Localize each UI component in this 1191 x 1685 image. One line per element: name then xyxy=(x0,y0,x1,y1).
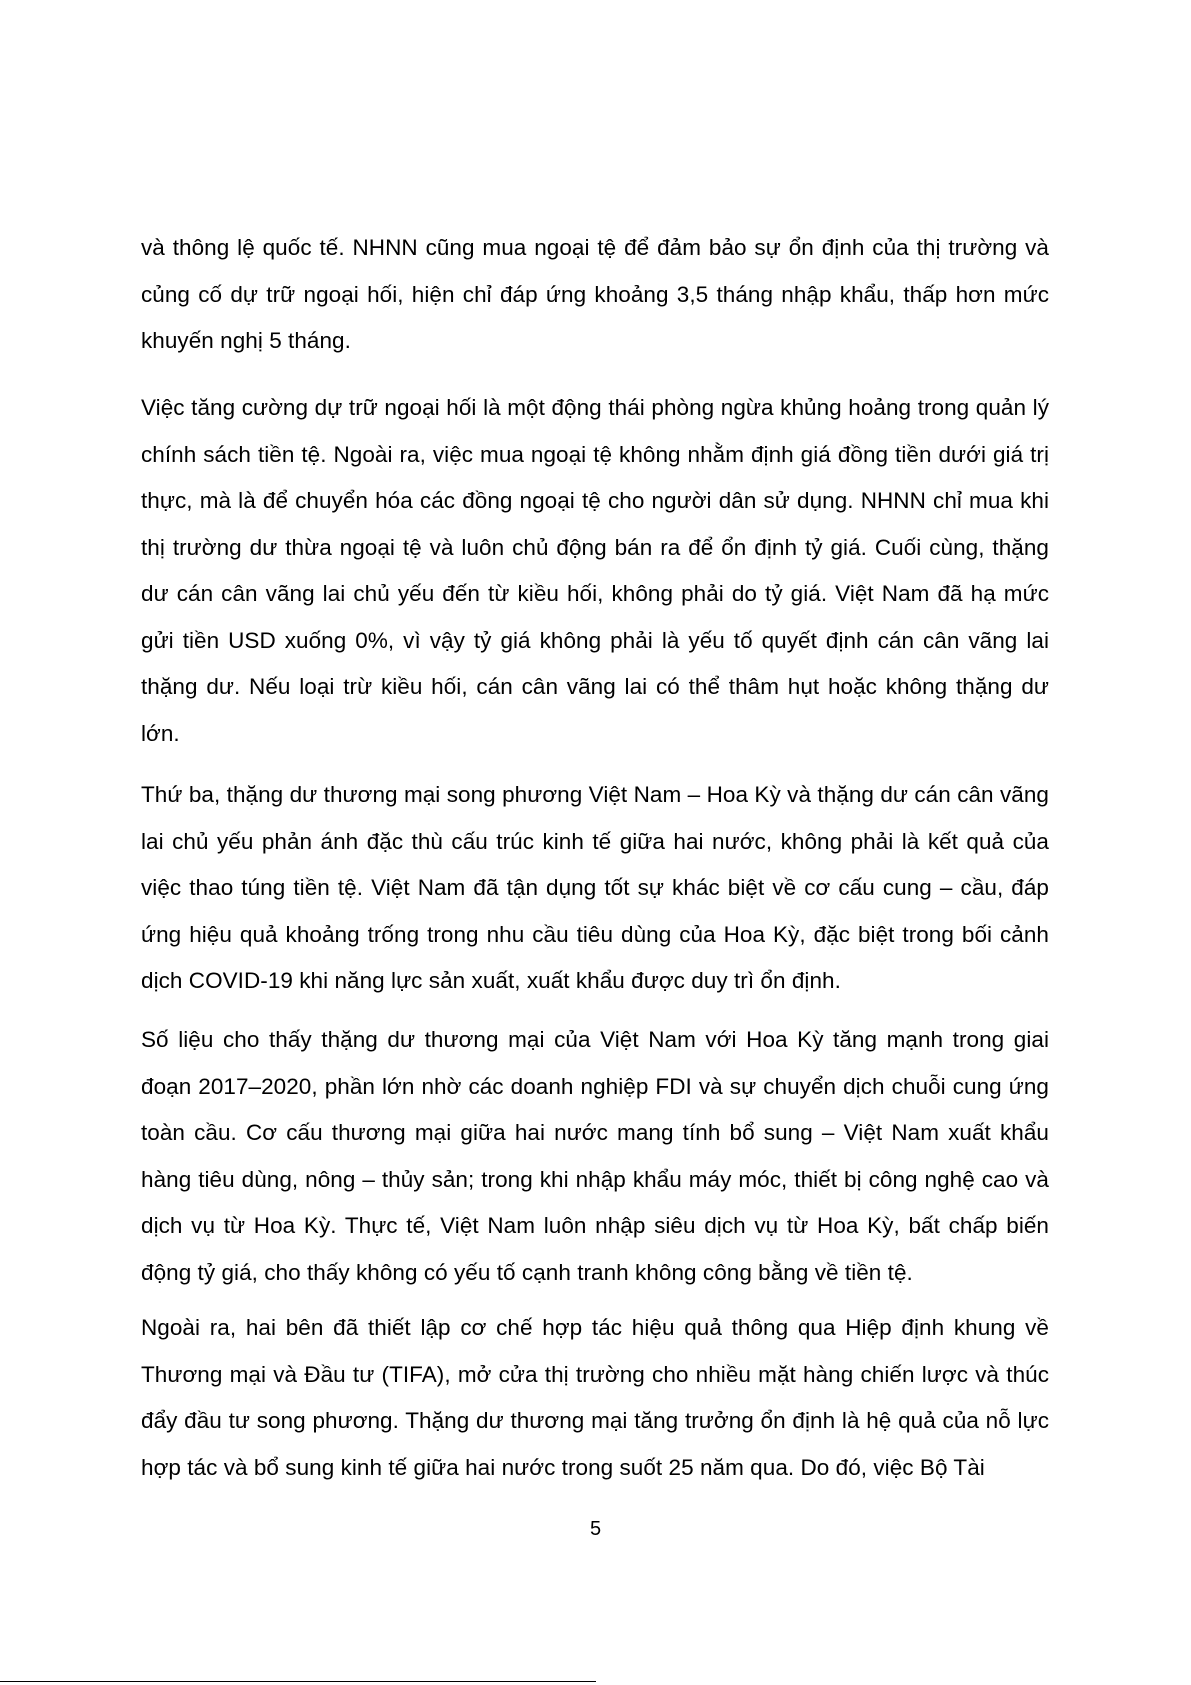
paragraph-trade-surplus-structure: Thứ ba, thặng dư thương mại song phương Việt Nam – Hoa Kỳ và thặng dư cán cân vãng lai chủ yếu phản ánh đặc thù cấu trúc kinh tế giữa hai nước, không phải là kết quả của việc thao túng tiền tệ. Việt Nam đã tận dụng tốt sự khác biệt về cơ cấu cung – cầu, đáp ứng hiệu quả khoảng trống trong nhu cầu tiêu dùng của Hoa Kỳ, đặc biệt trong bối cảnh dịch COVID-19 khi năng lực sản xuất, xuất khẩu được duy trì ổn định. xyxy=(141,782,1049,993)
paragraph-reserves: và thông lệ quốc tế. NHNN cũng mua ngoại tệ để đảm bảo sự ổn định của thị trường và củng cố dự trữ ngoại hối, hiện chỉ đáp ứng khoảng 3,5 tháng nhập khẩu, thấp hơn mức khuyến nghị 5 tháng. xyxy=(141,235,1049,353)
paragraph-tifa-cooperation: Ngoài ra, hai bên đã thiết lập cơ chế hợp tác hiệu quả thông qua Hiệp định khung về Thương mại và Đầu tư (TIFA), mở cửa thị trường cho nhiều mặt hàng chiến lược và thúc đẩy đầu tư song phương. Thặng dư thương mại tăng trưởng ổn định là hệ quả của nỗ lực hợp tác và bổ sung kinh tế giữa hai nước trong suốt 25 năm qua. Do đó, việc Bộ Tài xyxy=(141,1315,1049,1480)
footnote-separator xyxy=(0,1681,596,1682)
page-number: 5 xyxy=(589,1518,602,1540)
paragraph-reserve-policy: Việc tăng cường dự trữ ngoại hối là một động thái phòng ngừa khủng hoảng trong quản lý chính sách tiền tệ. Ngoài ra, việc mua ngoại tệ không nhằm định giá đồng tiền dưới giá trị thực, mà là để chuyển hóa các đồng ngoại tệ cho người dân sử dụng. NHNN chỉ mua khi thị trường dư thừa ngoại tệ và luôn chủ động bán ra để ổn định tỷ giá. Cuối cùng, thặng dư cán cân vãng lai chủ yếu đến từ kiều hối, không phải do tỷ giá. Việt Nam đã hạ mức gửi tiền USD xuống 0%, vì vậy tỷ giá không phải là yếu tố quyết định cán cân vãng lai thặng dư. Nếu loại trừ kiều hối, cán cân vãng lai có thể thâm hụt hoặc không thặng dư lớn. xyxy=(141,395,1049,746)
paragraph-trade-statistics: Số liệu cho thấy thặng dư thương mại của Việt Nam với Hoa Kỳ tăng mạnh trong giai đoạn 2017–2020, phần lớn nhờ các doanh nghiệp FDI và sự chuyển dịch chuỗi cung ứng toàn cầu. Cơ cấu thương mại giữa hai nước mang tính bổ sung – Việt Nam xuất khẩu hàng tiêu dùng, nông – thủy sản; trong khi nhập khẩu máy móc, thiết bị công nghệ cao và dịch vụ từ Hoa Kỳ. Thực tế, Việt Nam luôn nhập siêu dịch vụ từ Hoa Kỳ, bất chấp biến động tỷ giá, cho thấy không có yếu tố cạnh tranh không công bằng về tiền tệ. xyxy=(141,1027,1049,1285)
